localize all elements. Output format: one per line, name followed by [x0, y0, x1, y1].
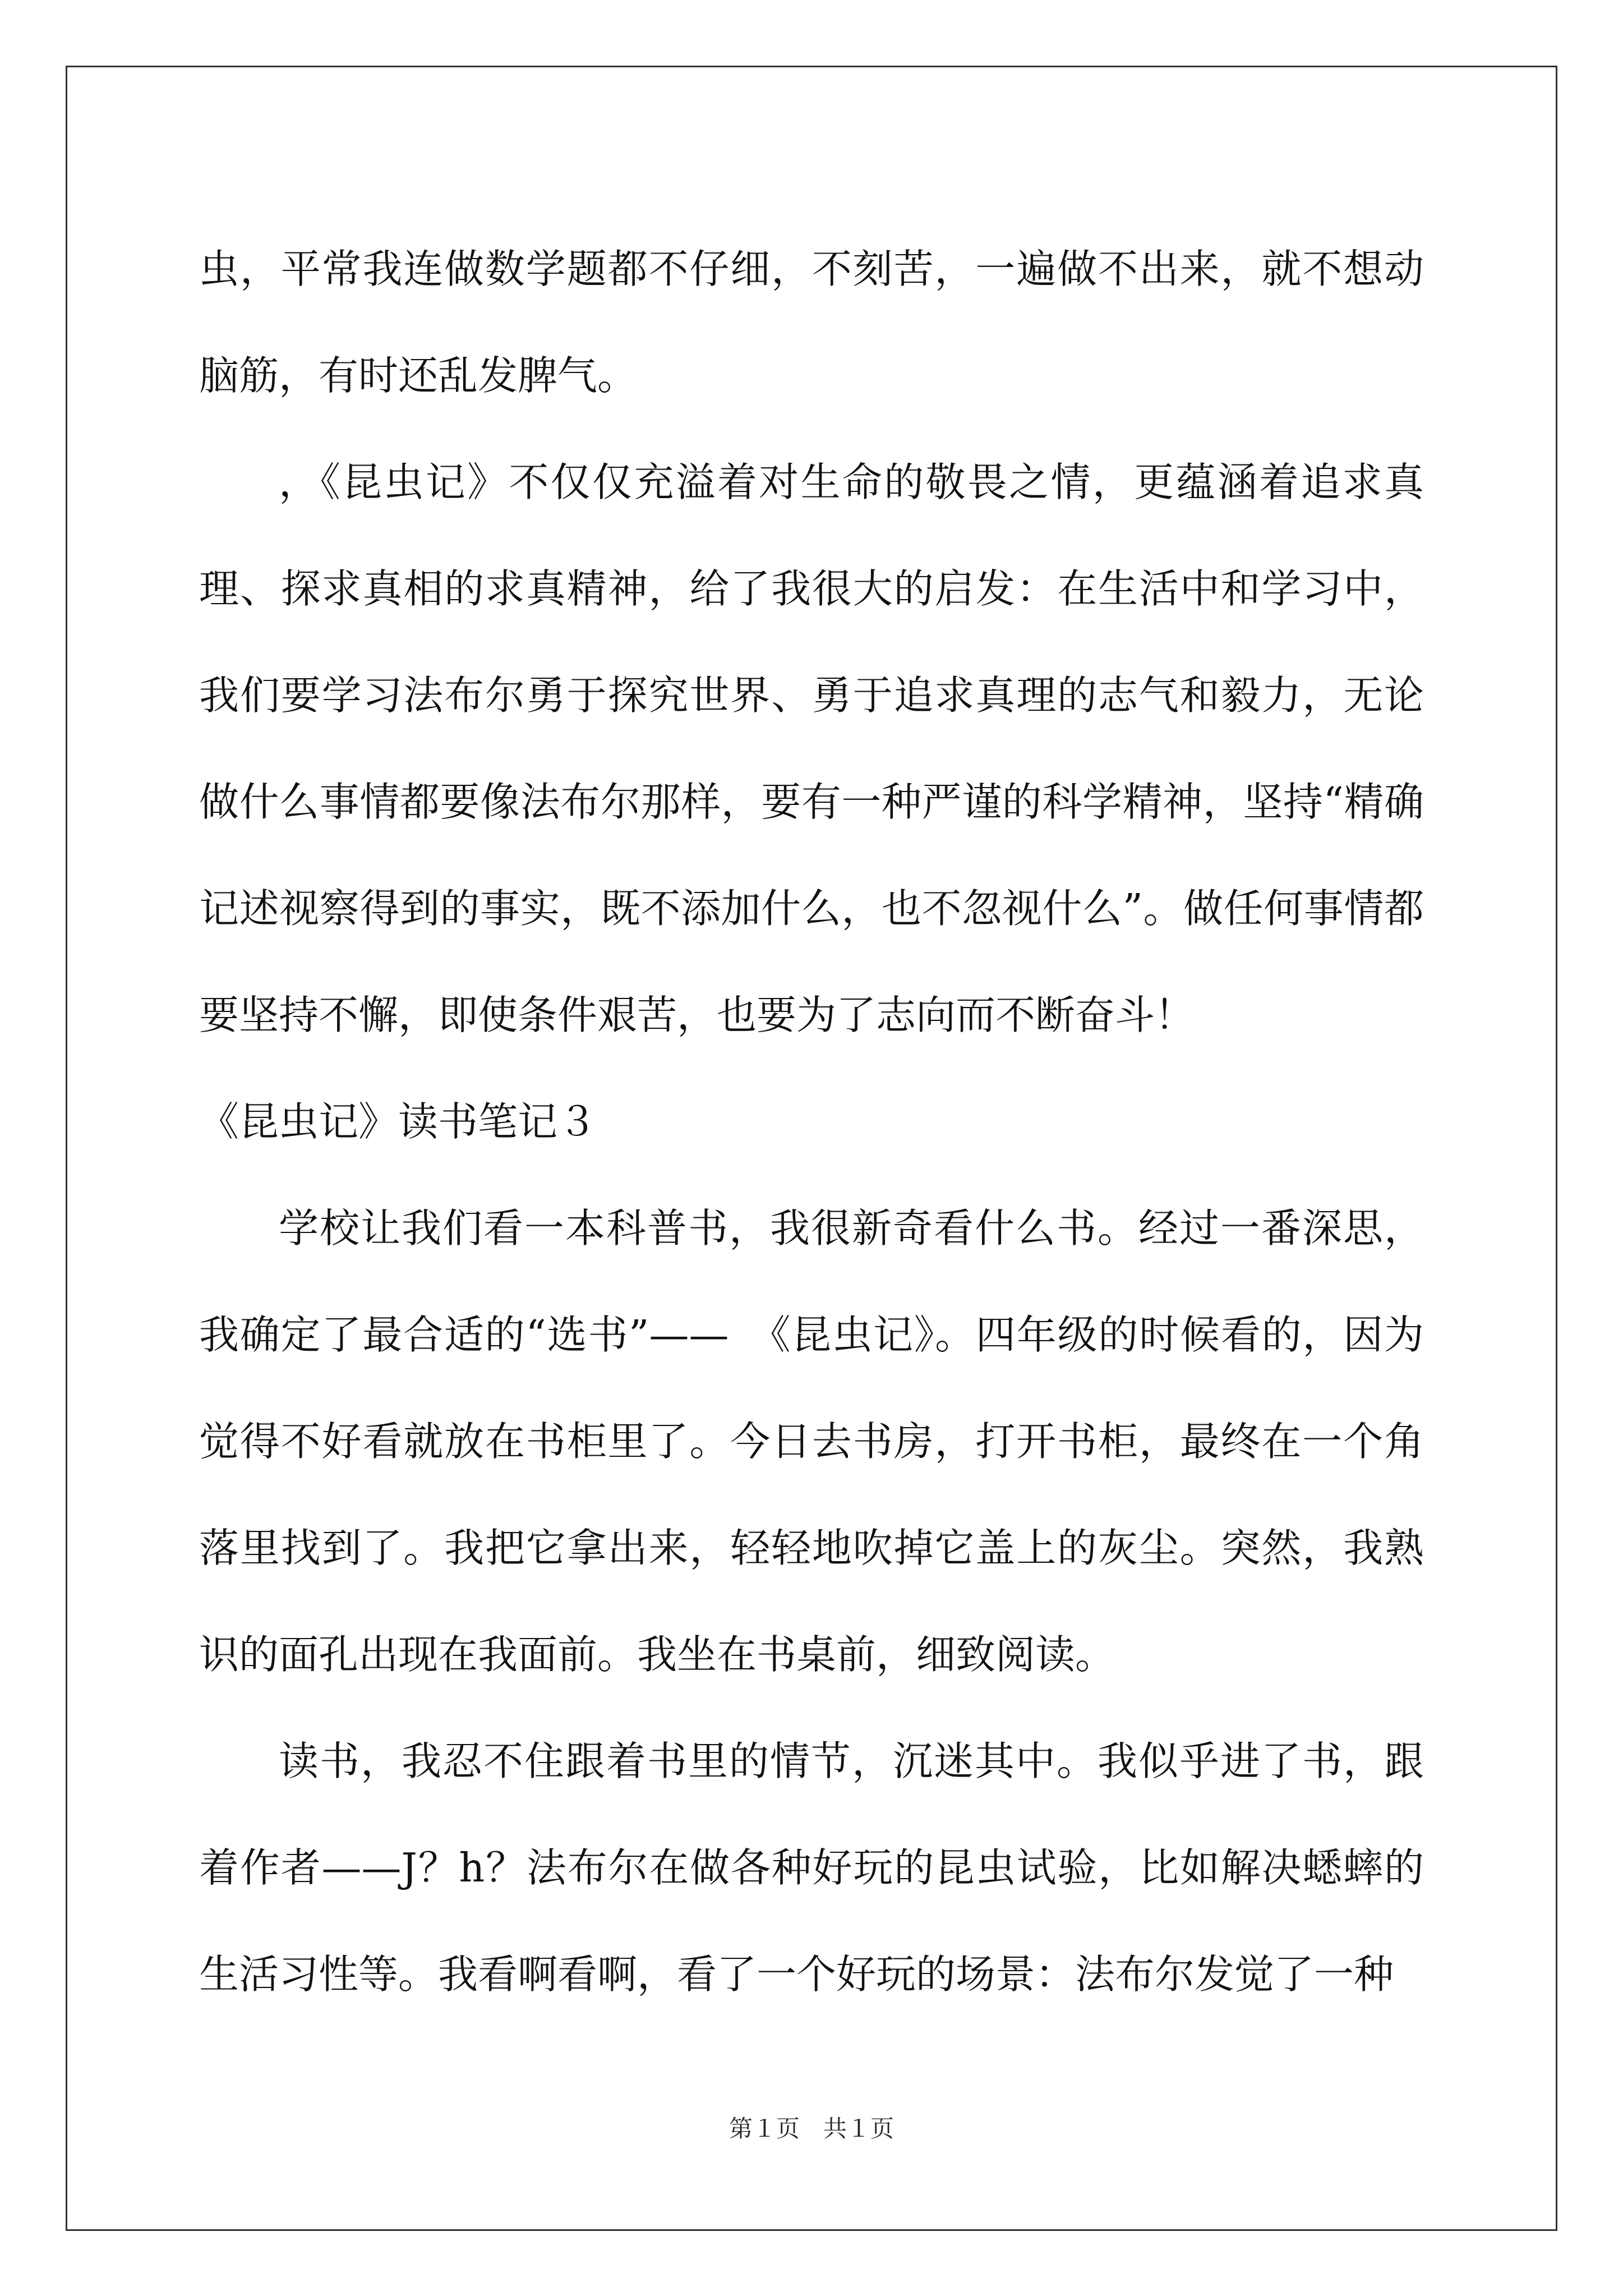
section-title: 《昆虫记》读书笔记３: [199, 1098, 598, 1145]
paragraph-reading: 读书，我忍不住跟着书里的情节，沉迷其中。我似乎进了书，跟着作者——J？h？法布尔在做各种好玩的昆虫试验，比如解决蟋蟀的生活习性等。我看啊看啊，看了一个好玩的场景：法布尔发觉了一种: [199, 1738, 1424, 1998]
paragraph-reflection: ，《昆虫记》不仅仅充溢着对生命的敬畏之情，更蕴涵着追求真理、探求真相的求真精神，给了我很大的启发：在生活中和学习中，我们要学习法布尔勇于探究世界、勇于追求真理的志气和毅力，无论做什么事情都要像法布尔那样，要有一种严谨的科学精神，坚持“精确记述视察得到的事实，既不添加什么，也不忽视什么”。做任何事情都要坚持不懈，即使条件艰苦，也要为了志向而不断奋斗！: [199, 459, 1424, 1038]
paragraph-choosing-book: 学校让我们看一本科普书，我很新奇看什么书。经过一番深思，我确定了最合适的“选书”—— 《昆虫记》。四年级的时候看的，因为觉得不好看就放在书柜里了。今日去书房，打开书柜，最终在一个角落里找到了。我把它拿出来，轻轻地吹掉它盖上的灰尘。突然，我熟识的面孔出现在我面前。我坐在书桌前，细致阅读。: [199, 1205, 1424, 1678]
document-body: [199, 216, 1424, 2028]
paragraph-continuation: 虫，平常我连做数学题都不仔细，不刻苦，一遍做不出来，就不想动脑筋，有时还乱发脾气。: [199, 246, 1424, 399]
page-footer: 第１页 共１页: [728, 2115, 894, 2142]
